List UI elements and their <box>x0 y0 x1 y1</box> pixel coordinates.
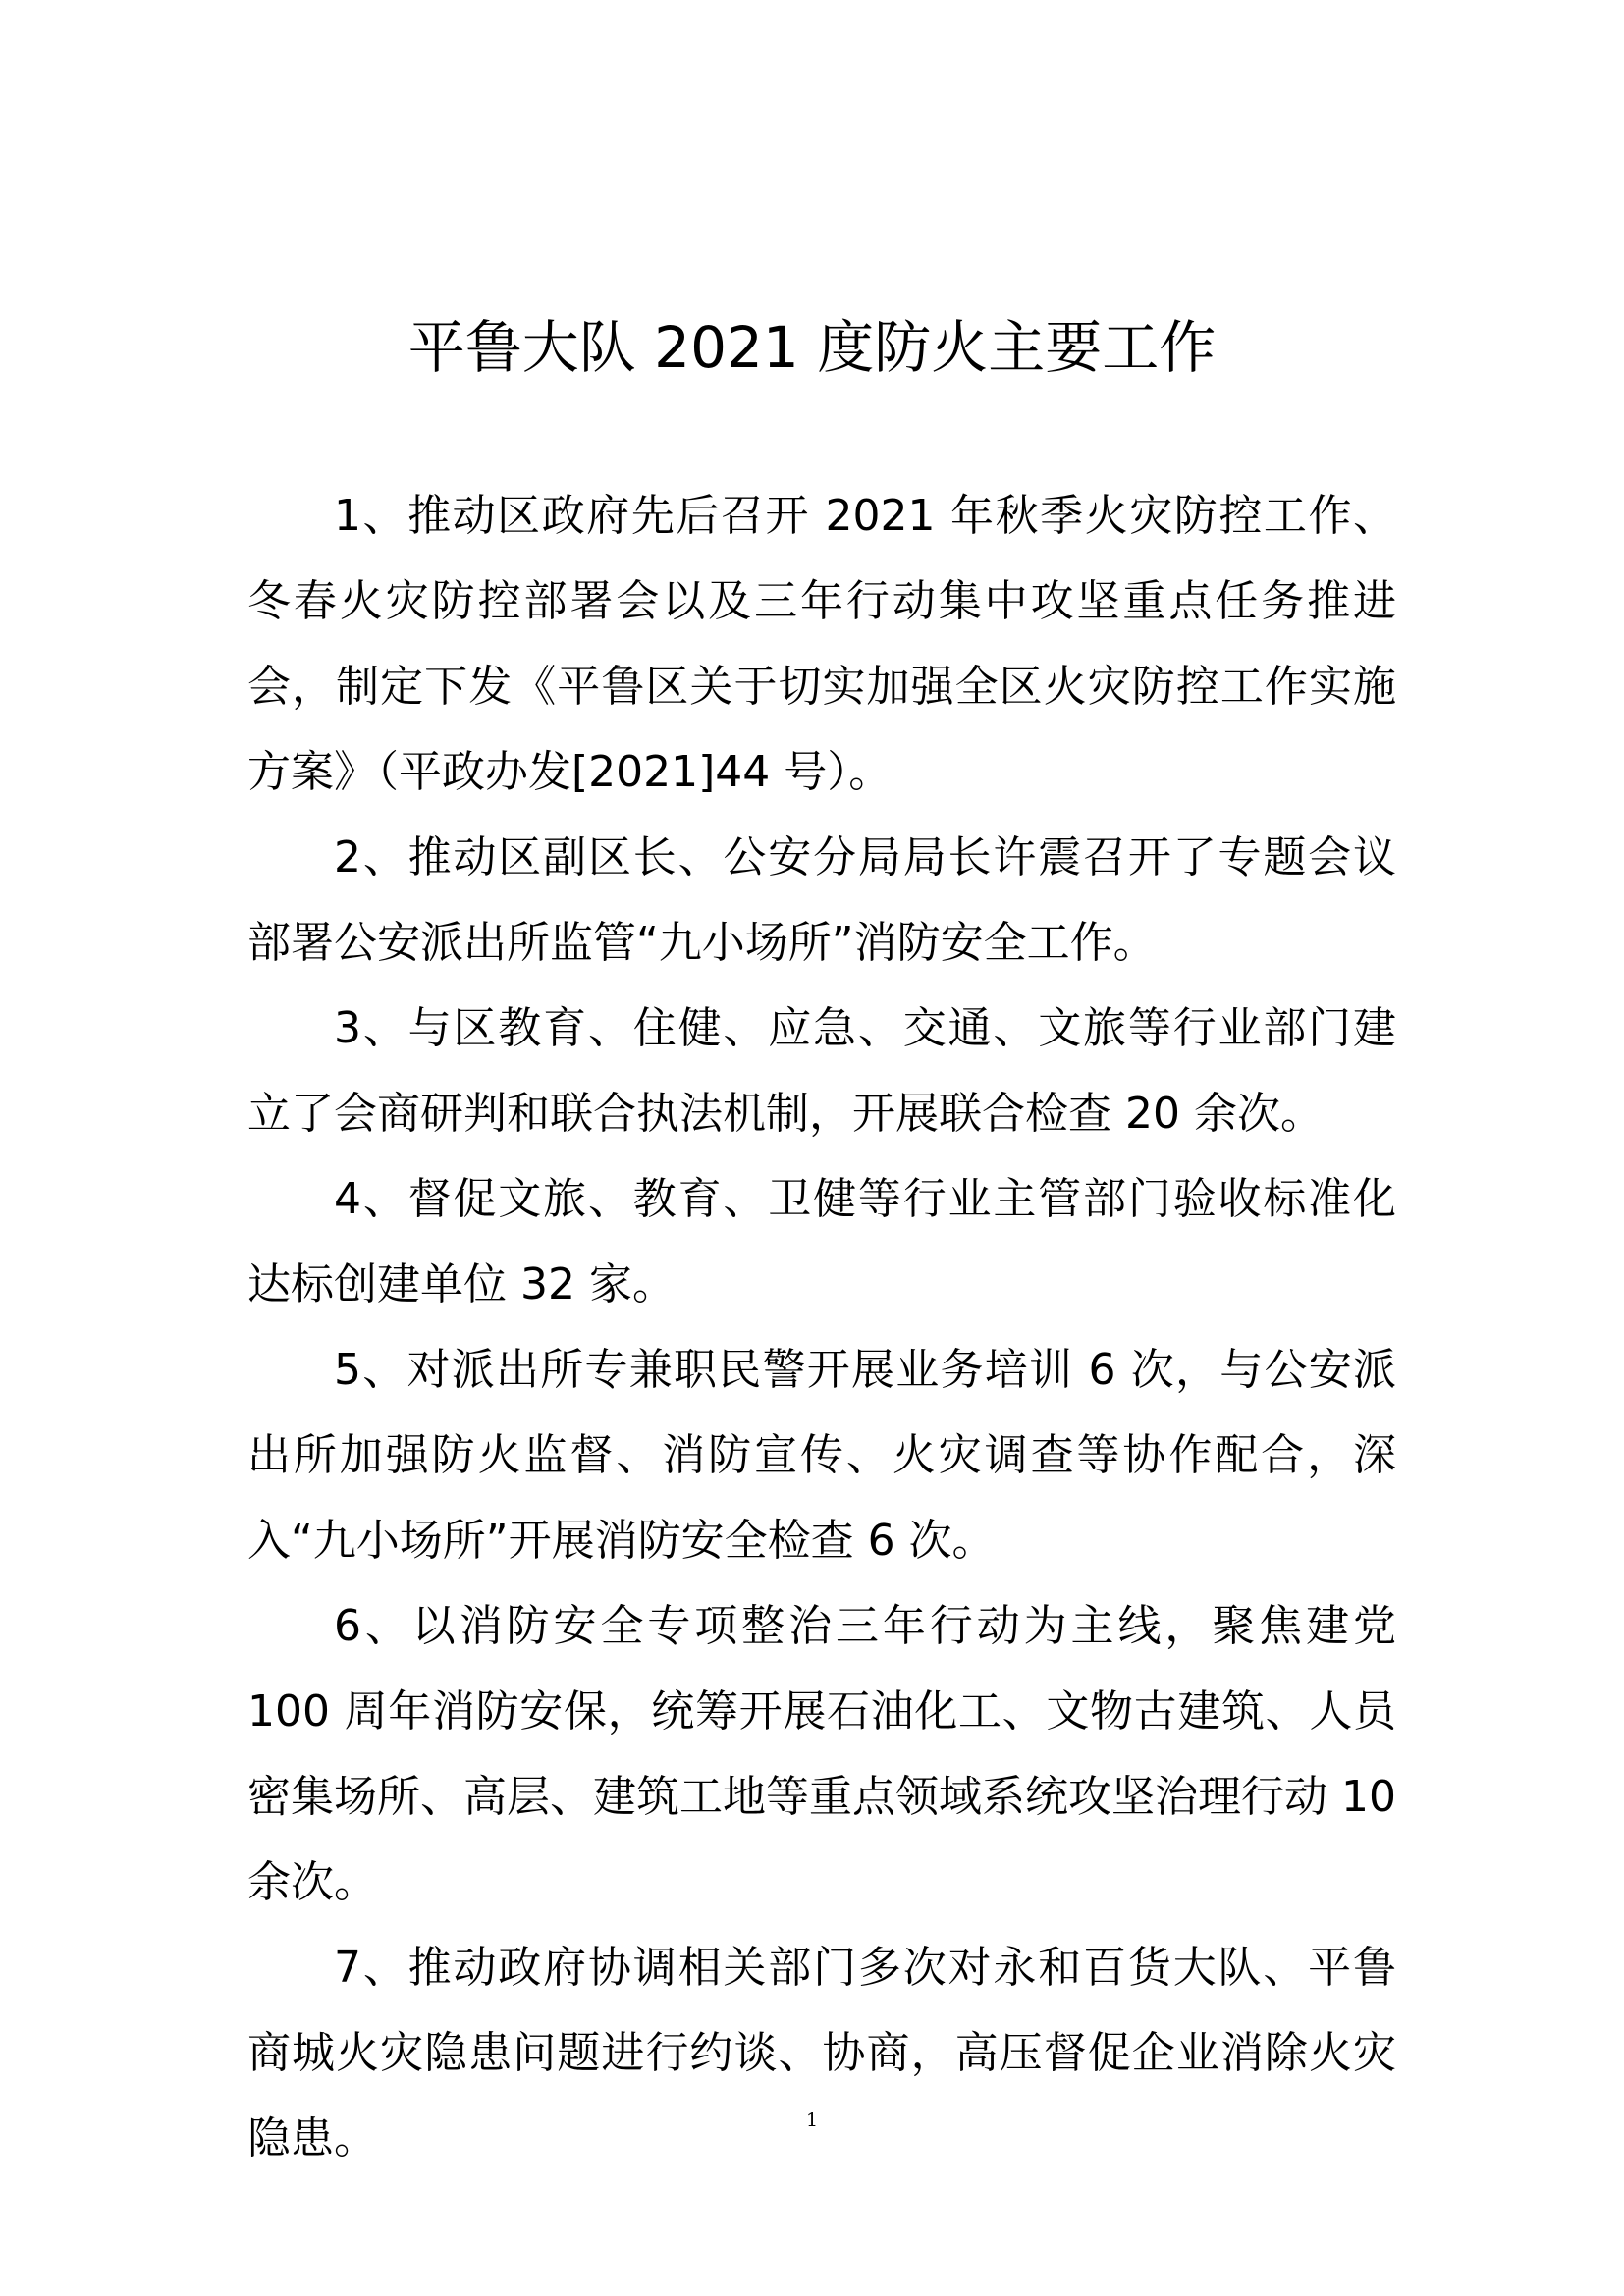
paragraph-7: 7、推动政府协调相关部门多次对永和百货大队、平鲁商城火灾隐患问题进行约谈、协商，高压督促企业消除火灾隐患。 <box>247 1943 1396 2163</box>
page-number: 1 <box>805 2109 819 2131</box>
paragraph-5: 5、对派出所专兼职民警开展业务培训 6 次，与公安派出所加强防火监督、消防宣传、火灾调查等协作配合，深入“九小场所”开展消防安全检查 6 次。 <box>247 1345 1396 1566</box>
paragraph-3: 3、与区教育、住健、应急、交通、文旅等行业部门建立了会商研判和联合执法机制，开展联合检查 20 余次。 <box>247 1003 1396 1139</box>
paragraph-2: 2、推动区副区长、公安分局局长许震召开了专题会议部署公安派出所监管“九小场所”消防安全工作。 <box>247 832 1396 968</box>
document-body <box>247 473 1396 2181</box>
paragraph-6: 6、以消防安全专项整治三年行动为主线，聚焦建党 100 周年消防安保，统筹开展石油化工、文物古建筑、人员密集场所、高层、建筑工地等重点领域系统攻坚治理行动 10 余次。 <box>247 1601 1396 1907</box>
paragraph-1: 1、推动区政府先后召开 2021 年秋季火灾防控工作、冬春火灾防控部署会以及三年行动集中攻坚重点任务推进会，制定下发《平鲁区关于切实加强全区火灾防控工作实施方案》（平政办发[2021]44 号）。 <box>247 491 1396 797</box>
paragraph-4: 4、督促文旅、教育、卫健等行业主管部门验收标准化达标创建单位 32 家。 <box>247 1174 1396 1309</box>
document-title: 平鲁大队 2021 度防火主要工作 <box>407 314 1217 381</box>
